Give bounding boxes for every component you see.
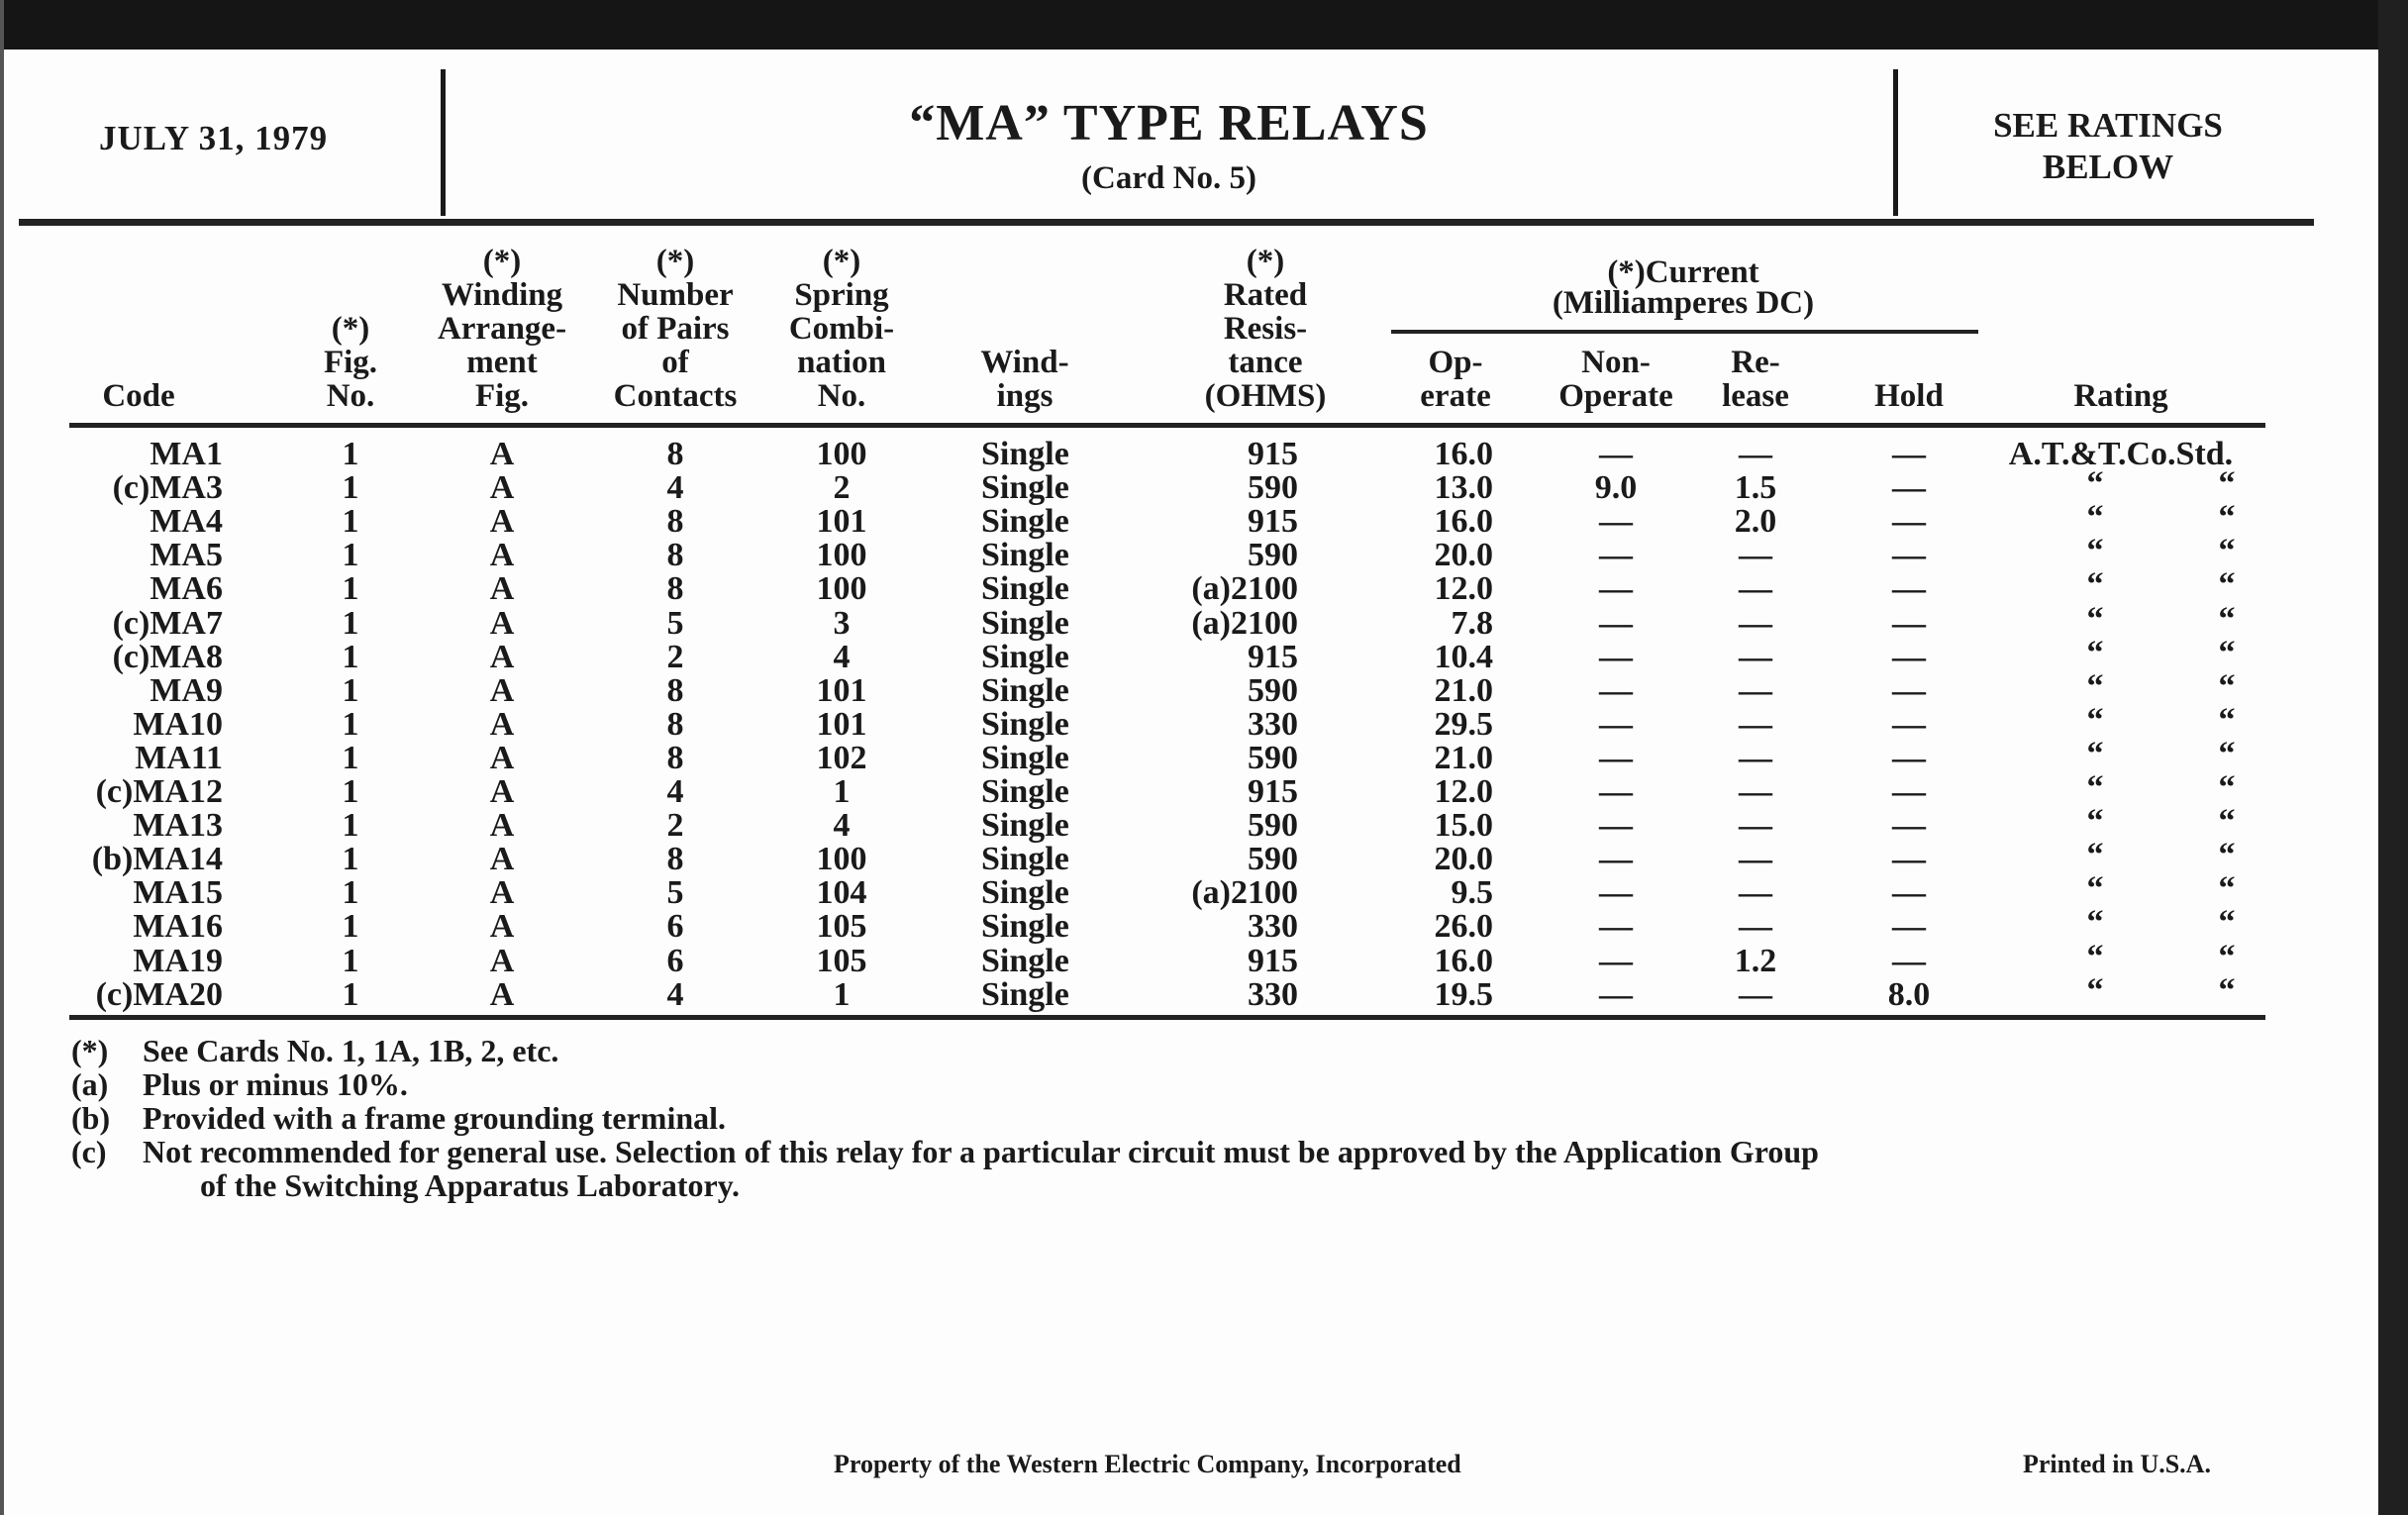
cell-release: — [1739,975,1772,1013]
cell-code: (c)MA20 [95,975,223,1013]
column-header-line: Non- [1581,345,1651,380]
cell-spring: 101 [816,503,867,541]
cell-operate: 10.4 [1434,638,1493,675]
column-header-line: Resis- [1223,311,1308,347]
cell-fig: 1 [342,604,359,642]
cell-code: MA11 [135,739,223,776]
column-header-line: nation [797,345,886,380]
cell-windings: Single [981,469,1069,507]
cell-resistance: 590 [1248,537,1298,574]
cell-operate: 9.5 [1451,874,1493,912]
cell-operate: 16.0 [1434,436,1493,472]
cell-resistance: 590 [1248,739,1298,776]
cell-windings: Single [981,604,1069,642]
cell-operate: 7.8 [1451,604,1493,642]
printed-notice: Printed in U.S.A. [2023,1450,2211,1478]
current-group-units: (Milliamperes DC) [1552,285,1815,321]
cell-winding-fig: A [489,874,515,912]
cell-winding-fig: A [489,638,515,675]
cell-hold: — [1892,705,1926,743]
card-subtitle: (Card No. 5) [1081,160,1256,196]
footnote-mark: (*) [71,1033,109,1068]
cell-fig: 1 [342,503,359,541]
cell-non-operate: — [1599,773,1633,810]
cell-operate: 20.0 [1434,537,1493,574]
cell-code: MA4 [150,503,223,541]
cell-code: MA16 [133,908,223,946]
column-header-line: Fig. [323,345,378,380]
column-header-line: Rating [2073,378,2168,414]
cell-non-operate: — [1599,841,1633,878]
rating-ditto-mark: “ [2086,499,2104,537]
rating-ditto-mark: “ [2086,735,2104,772]
rating-ditto-mark: “ [2218,971,2236,1009]
column-header-line: No. [817,378,866,414]
cell-pairs: 8 [666,436,684,472]
column-header-line: Winding [441,277,563,313]
cell-fig: 1 [342,975,359,1013]
cell-hold: — [1892,570,1926,608]
current-group-rule [1391,330,1978,334]
cell-windings: Single [981,570,1069,608]
footnote-mark: (b) [71,1100,111,1136]
cell-spring: 105 [816,908,867,946]
current-group-header [1485,255,1881,320]
cell-resistance: 330 [1248,908,1298,946]
footnote-text: See Cards No. 1, 1A, 1B, 2, etc. [143,1033,559,1068]
column-header-line: lease [1722,378,1789,414]
cell-resistance: 915 [1248,638,1298,675]
cell-windings: Single [981,638,1069,675]
cell-operate: 21.0 [1434,739,1493,776]
cell-fig: 1 [342,773,359,810]
cell-winding-fig: A [489,807,515,845]
column-header-line: (OHMS) [1204,378,1327,414]
cell-fig: 1 [342,671,359,709]
cell-operate: 29.5 [1434,705,1493,743]
column-header-rating [1824,379,2408,413]
cell-pairs: 4 [666,773,684,810]
column-header-line: Number [617,277,734,313]
cell-spring: 100 [816,537,867,574]
cell-hold: — [1892,841,1926,878]
cell-winding-fig: A [489,739,515,776]
cell-resistance: (a)2100 [1191,570,1298,608]
cell-operate: 13.0 [1434,469,1493,507]
cell-windings: Single [981,537,1069,574]
cell-spring: 100 [816,570,867,608]
cell-fig: 1 [342,908,359,946]
cell-non-operate: — [1599,671,1633,709]
column-header-line: Rated [1223,277,1308,313]
property-notice: Property of the Western Electric Company, Incorporated [834,1450,1461,1478]
cell-release: — [1739,874,1772,912]
cell-winding-fig: A [489,705,515,743]
rating-ditto-mark: “ [2218,735,2236,772]
cell-resistance: (a)2100 [1191,604,1298,642]
cell-winding-fig: A [489,671,515,709]
footnote-mark: (a) [71,1066,109,1102]
column-header-line: of [661,345,689,380]
footnote-text: Not recommended for general use. Selection of this relay for a particular circuit must be approved by the Application Group [143,1134,1819,1169]
cell-release: 2.0 [1734,503,1777,541]
column-header-line: Op- [1428,345,1483,380]
cell-winding-fig: A [489,604,515,642]
cell-release: — [1739,773,1772,810]
column-header-line: (*) [1246,244,1285,279]
cell-hold: — [1892,942,1926,979]
cell-non-operate: — [1599,705,1633,743]
cell-non-operate: — [1599,638,1633,675]
header-rule [19,219,2314,226]
cell-spring: 100 [816,436,867,472]
rating-ditto-mark: “ [2086,803,2104,841]
cell-pairs: 5 [666,874,684,912]
rating-ditto-mark: “ [2086,904,2104,942]
cell-hold: — [1892,908,1926,946]
cell-pairs: 8 [666,570,684,608]
cell-pairs: 2 [666,638,684,675]
rating-ditto-mark: “ [2218,938,2236,975]
cell-hold: 8.0 [1887,975,1931,1013]
footnote-continuation: of the Switching Apparatus Laboratory. [200,1167,740,1203]
cell-code: (c)MA12 [95,773,223,810]
cell-code: (c)MA3 [112,469,223,507]
cell-windings: Single [981,671,1069,709]
cell-windings: Single [981,436,1069,472]
rating-ditto-mark: “ [2218,499,2236,537]
cell-release: — [1739,908,1772,946]
column-header-line: (*) [482,244,522,279]
cell-non-operate: — [1599,975,1633,1013]
column-header-line: Wind- [980,345,1069,380]
cell-winding-fig: A [489,570,515,608]
cell-rating: A.T.&T.Co.Std. [2008,436,2234,472]
rating-ditto-mark: “ [2086,837,2104,874]
column-header-line: Combi- [788,311,895,347]
cell-non-operate: — [1599,570,1633,608]
rating-ditto-mark: “ [2218,904,2236,942]
cell-hold: — [1892,469,1926,507]
ratings-note-line: SEE RATINGS [1993,106,2223,145]
rating-ditto-mark: “ [2086,533,2104,570]
cell-winding-fig: A [489,503,515,541]
cell-hold: — [1892,638,1926,675]
cell-winding-fig: A [489,841,515,878]
rating-ditto-mark: “ [2218,634,2236,671]
cell-pairs: 5 [666,604,684,642]
cell-non-operate: — [1599,874,1633,912]
cell-operate: 16.0 [1434,942,1493,979]
cell-fig: 1 [342,570,359,608]
cell-winding-fig: A [489,908,515,946]
table-bottom-rule [69,1015,2265,1020]
cell-non-operate: — [1599,908,1633,946]
rating-ditto-mark: “ [2086,634,2104,671]
column-header-line: Spring [794,277,889,313]
cell-spring: 1 [833,773,851,810]
rating-ditto-mark: “ [2218,566,2236,604]
cell-pairs: 4 [666,469,684,507]
cell-release: — [1739,570,1772,608]
footnote-text: Provided with a frame grounding terminal. [143,1100,727,1136]
cell-resistance: 590 [1248,841,1298,878]
cell-code: MA15 [133,874,223,912]
cell-operate: 19.5 [1434,975,1493,1013]
cell-pairs: 8 [666,671,684,709]
rating-ditto-mark: “ [2086,465,2104,503]
cell-windings: Single [981,975,1069,1013]
card-title: “MA” TYPE RELAYS [909,95,1429,152]
cell-release: — [1739,807,1772,845]
cell-operate: 21.0 [1434,671,1493,709]
cell-spring: 105 [816,942,867,979]
cell-pairs: 8 [666,537,684,574]
cell-winding-fig: A [489,975,515,1013]
cell-code: MA19 [133,942,223,979]
card-date: JULY 31, 1979 [99,119,329,157]
column-header-line: No. [326,378,375,414]
rating-ditto-mark: “ [2218,769,2236,806]
column-header-line: Fig. [474,378,530,414]
cell-release: — [1739,841,1772,878]
cell-fig: 1 [342,874,359,912]
cell-hold: — [1892,604,1926,642]
cell-resistance: 590 [1248,671,1298,709]
rating-ditto-mark: “ [2218,600,2236,638]
cell-operate: 16.0 [1434,503,1493,541]
cell-spring: 1 [833,975,851,1013]
cell-code: (c)MA8 [112,638,223,675]
rating-ditto-mark: “ [2086,769,2104,806]
cell-windings: Single [981,739,1069,776]
cell-code: (c)MA7 [112,604,223,642]
cell-code: MA10 [133,705,223,743]
cell-windings: Single [981,942,1069,979]
cell-resistance: 590 [1248,469,1298,507]
cell-pairs: 6 [666,908,684,946]
cell-fig: 1 [342,739,359,776]
current-group-title: (*)Current [1607,254,1759,290]
cell-windings: Single [981,841,1069,878]
cell-hold: — [1892,739,1926,776]
cell-resistance: 915 [1248,773,1298,810]
cell-fig: 1 [342,841,359,878]
rating-ditto-mark: “ [2086,566,2104,604]
column-header-line: ings [996,378,1054,414]
cell-hold: — [1892,671,1926,709]
cell-operate: 15.0 [1434,807,1493,845]
column-header-line: Operate [1558,378,1673,414]
cell-non-operate: — [1599,604,1633,642]
cell-hold: — [1892,503,1926,541]
cell-fig: 1 [342,469,359,507]
rating-ditto-mark: “ [2218,533,2236,570]
cell-non-operate: — [1599,807,1633,845]
cell-release: — [1739,638,1772,675]
column-header-line: of Pairs [621,311,730,347]
column-header-line: tance [1228,345,1303,380]
column-header-line: erate [1420,378,1491,414]
cell-pairs: 8 [666,503,684,541]
cell-operate: 20.0 [1434,841,1493,878]
cell-winding-fig: A [489,537,515,574]
cell-pairs: 6 [666,942,684,979]
cell-hold: — [1892,874,1926,912]
cell-pairs: 8 [666,739,684,776]
cell-spring: 101 [816,705,867,743]
cell-non-operate: — [1599,537,1633,574]
cell-code: (b)MA14 [91,841,223,878]
cell-release: 1.2 [1734,942,1777,979]
cell-operate: 12.0 [1434,570,1493,608]
cell-release: — [1739,671,1772,709]
rating-ditto-mark: “ [2218,701,2236,739]
cell-pairs: 8 [666,705,684,743]
cell-release: — [1739,537,1772,574]
cell-fig: 1 [342,705,359,743]
cell-resistance: 915 [1248,942,1298,979]
cell-pairs: 4 [666,975,684,1013]
cell-release: — [1739,604,1772,642]
rating-ditto-mark: “ [2218,465,2236,503]
cell-windings: Single [981,807,1069,845]
rating-ditto-mark: “ [2218,870,2236,908]
rating-ditto-mark: “ [2086,938,2104,975]
cell-hold: — [1892,773,1926,810]
scan-border-top [0,0,2408,50]
column-header-line: Code [102,378,175,414]
cell-resistance: 590 [1248,807,1298,845]
column-header-line: Contacts [613,378,738,414]
cell-code: MA1 [150,436,223,472]
cell-resistance: 915 [1248,436,1298,472]
cell-resistance: 915 [1248,503,1298,541]
cell-operate: 26.0 [1434,908,1493,946]
cell-fig: 1 [342,537,359,574]
column-header-line: (*) [822,244,861,279]
cell-spring: 2 [833,469,851,507]
cell-winding-fig: A [489,773,515,810]
rating-ditto-mark: “ [2086,870,2104,908]
cell-windings: Single [981,908,1069,946]
cell-hold: — [1892,537,1926,574]
rating-ditto-mark: “ [2086,600,2104,638]
cell-non-operate: — [1599,942,1633,979]
cell-spring: 102 [816,739,867,776]
cell-spring: 4 [833,807,851,845]
cell-fig: 1 [342,807,359,845]
cell-code: MA9 [150,671,223,709]
cell-resistance: 330 [1248,705,1298,743]
cell-resistance: 330 [1248,975,1298,1013]
column-header-line: Arrange- [437,311,567,347]
cell-fig: 1 [342,942,359,979]
cell-fig: 1 [342,436,359,472]
cell-code: MA13 [133,807,223,845]
ratings-note-line: BELOW [2042,148,2174,186]
cell-spring: 4 [833,638,851,675]
cell-windings: Single [981,874,1069,912]
cell-release: — [1739,436,1772,472]
footnote-text: Plus or minus 10%. [143,1066,408,1102]
cell-hold: — [1892,807,1926,845]
cell-non-operate: 9.0 [1594,469,1638,507]
cell-code: MA6 [150,570,223,608]
column-header-line: ment [466,345,538,380]
column-header-line: Re- [1731,345,1780,380]
cell-spring: 3 [833,604,851,642]
cell-winding-fig: A [489,942,515,979]
cell-fig: 1 [342,638,359,675]
cell-release: 1.5 [1734,469,1777,507]
column-header-line: Hold [1874,378,1944,414]
rating-ditto-mark: “ [2086,971,2104,1009]
footnote-mark: (c) [71,1134,107,1169]
column-header-rule [69,423,2265,428]
cell-windings: Single [981,503,1069,541]
cell-operate: 12.0 [1434,773,1493,810]
rating-ditto-mark: “ [2218,667,2236,705]
cell-hold: — [1892,436,1926,472]
rating-ditto-mark: “ [2086,701,2104,739]
rating-ditto-mark: “ [2218,837,2236,874]
column-header-line: (*) [331,311,370,347]
cell-windings: Single [981,773,1069,810]
rating-ditto-mark: “ [2086,667,2104,705]
cell-non-operate: — [1599,503,1633,541]
cell-release: — [1739,739,1772,776]
cell-code: MA5 [150,537,223,574]
cell-pairs: 8 [666,841,684,878]
cell-spring: 104 [816,874,867,912]
rating-ditto-mark: “ [2218,803,2236,841]
cell-winding-fig: A [489,469,515,507]
cell-resistance: (a)2100 [1191,874,1298,912]
cell-non-operate: — [1599,436,1633,472]
cell-release: — [1739,705,1772,743]
cell-pairs: 2 [666,807,684,845]
column-header-line: (*) [655,244,695,279]
cell-winding-fig: A [489,436,515,472]
cell-spring: 100 [816,841,867,878]
cell-spring: 101 [816,671,867,709]
cell-non-operate: — [1599,739,1633,776]
cell-windings: Single [981,705,1069,743]
ratings-note [1895,105,2321,188]
